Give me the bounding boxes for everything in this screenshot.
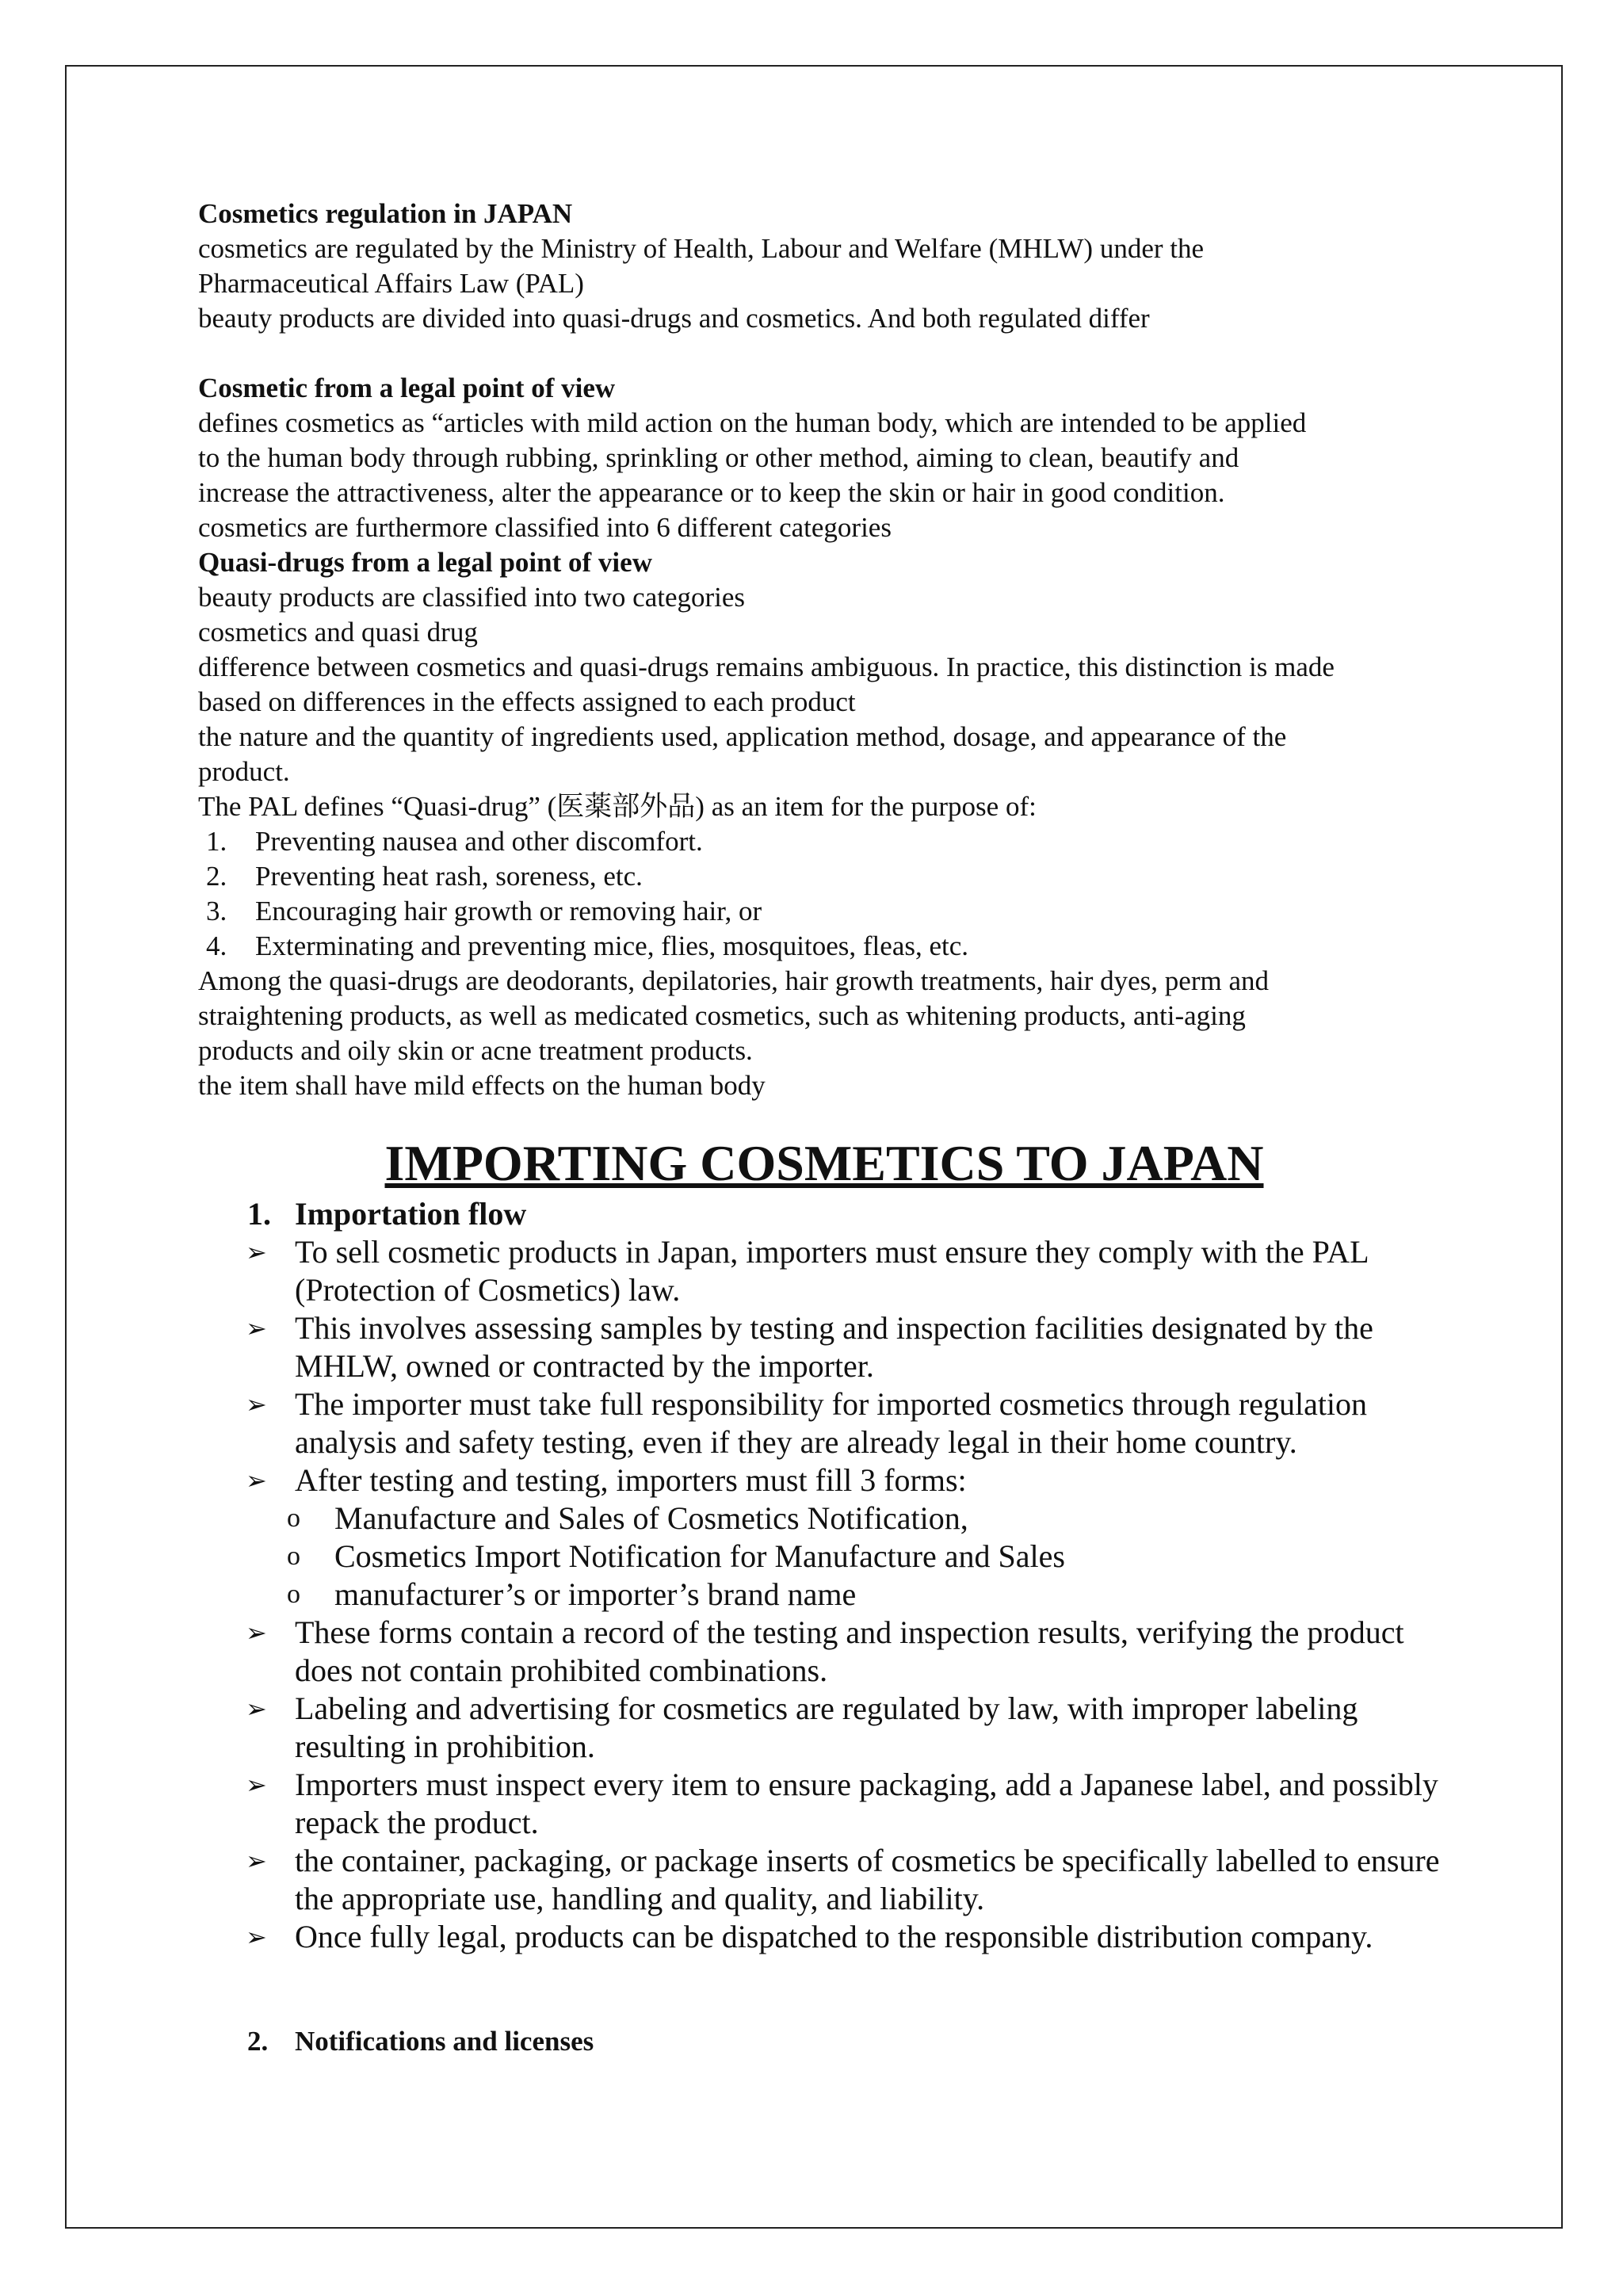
list-number: 1.: [206, 826, 227, 857]
purpose-list: [198, 824, 1450, 964]
regulation-section: [198, 197, 1450, 1103]
bullet-item: [198, 1842, 1450, 1918]
circle-bullet-icon: o: [287, 1580, 300, 1609]
arrow-bullet-icon: ➢: [246, 1694, 267, 1723]
text-line: cosmetics are regulated by the Ministry of Health, Labour and Welfare (MHLW) under the: [198, 233, 1205, 264]
list-item-text: Preventing heat rash, soreness, etc.: [255, 861, 643, 892]
bullet-text: Labeling and advertising for cosmetics are regulated by law, with improper labeling resulting in prohibition.: [295, 1690, 1358, 1764]
text-line: cosmetics are furthermore classified into 6 different categories: [198, 512, 892, 543]
regulation-heading: Cosmetics regulation in JAPAN: [198, 198, 573, 229]
arrow-bullet-icon: ➢: [246, 1314, 267, 1343]
bullet-text: Once fully legal, products can be dispatched to the responsible distribution company.: [295, 1919, 1373, 1954]
arrow-bullet-icon: ➢: [246, 1618, 267, 1647]
arrow-bullet-icon: ➢: [246, 1390, 267, 1419]
bullet-item: [198, 1233, 1450, 1309]
text-line: the nature and the quantity of ingredients used, application method, dosage, and appearance of the: [198, 721, 1287, 752]
document-body: [198, 197, 1450, 2059]
list-item: [198, 824, 1450, 859]
arrow-bullet-icon: ➢: [246, 1847, 267, 1875]
bullet-text: To sell cosmetic products in Japan, importers must ensure they comply with the PAL (Protection of Cosmetics) law.: [295, 1234, 1369, 1308]
list-item-text: Encouraging hair growth or removing hair, or: [255, 896, 762, 926]
notifications-heading: [198, 2024, 1450, 2059]
importation-flow-heading: [198, 1195, 1450, 1233]
sub-bullet-item: [198, 1499, 1450, 1538]
importation-flow-section: [198, 1195, 1450, 1956]
bullet-text: This involves assessing samples by testing and inspection facilities designated by the MHLW, owned or contracted by the importer.: [295, 1310, 1373, 1384]
bullet-text: the container, packaging, or package inserts of cosmetics be specifically labelled to ensure the appropriate use, handling and quality, and liability.: [295, 1843, 1440, 1916]
importing-title: IMPORTING COSMETICS TO JAPAN: [384, 1135, 1264, 1191]
text-line: straightening products, as well as medicated cosmetics, such as whitening products, anti-aging: [198, 1000, 1246, 1031]
bullet-item: [198, 1690, 1450, 1766]
bullet-item: [198, 1385, 1450, 1461]
text-line: to the human body through rubbing, sprinkling or other method, aiming to clean, beautify and: [198, 442, 1239, 473]
list-item-text: Preventing nausea and other discomfort.: [255, 826, 703, 857]
arrow-bullet-icon: ➢: [246, 1923, 267, 1951]
bullet-item: [198, 1918, 1450, 1956]
arrow-bullet-icon: ➢: [246, 1771, 267, 1799]
bullet-text: Importers must inspect every item to ensure packaging, add a Japanese label, and possibly repack the product.: [295, 1767, 1438, 1840]
bullet-item: [198, 1766, 1450, 1842]
text-line: increase the attractiveness, alter the appearance or to keep the skin or hair in good condition.: [198, 477, 1225, 508]
list-number: 3.: [206, 896, 227, 926]
text-line: beauty products are classified into two categories: [198, 582, 746, 613]
section-number: 1.: [247, 1196, 271, 1232]
sub-bullet-text: manufacturer’s or importer’s brand name: [334, 1576, 857, 1612]
circle-bullet-icon: o: [287, 1503, 300, 1533]
arrow-bullet-icon: ➢: [246, 1238, 267, 1266]
list-number: 4.: [206, 930, 227, 961]
sub-bullet-item: [198, 1538, 1450, 1576]
sub-bullet-text: Manufacture and Sales of Cosmetics Notification,: [334, 1500, 968, 1536]
sub-bullet-text: Cosmetics Import Notification for Manufacture and Sales: [334, 1538, 1065, 1574]
circle-bullet-icon: o: [287, 1541, 300, 1571]
list-item: [198, 929, 1450, 964]
list-item-text: Exterminating and preventing mice, flies, mosquitoes, fleas, etc.: [255, 930, 969, 961]
bullet-item: [198, 1461, 1450, 1499]
text-line: beauty products are divided into quasi-drugs and cosmetics. And both regulated differ: [198, 303, 1150, 334]
text-line: Among the quasi-drugs are deodorants, depilatories, hair growth treatments, hair dyes, perm and: [198, 965, 1270, 996]
bullet-item: [198, 1309, 1450, 1385]
text-line: The PAL defines “Quasi-drug” (医薬部外品) as an item for the purpose of:: [198, 791, 1037, 822]
arrow-bullet-icon: ➢: [246, 1466, 267, 1495]
section-number: 2.: [247, 2026, 269, 2057]
text-line: product.: [198, 756, 290, 787]
cosmetic-legal-heading: Cosmetic from a legal point of view: [198, 372, 616, 403]
section-heading-text: Importation flow: [295, 1196, 527, 1232]
text-line: Pharmaceutical Affairs Law (PAL): [198, 268, 584, 299]
bullet-text: These forms contain a record of the testing and inspection results, verifying the product does not contain prohibited combinations.: [295, 1614, 1404, 1688]
section-heading-text: Notifications and licenses: [295, 2026, 594, 2057]
text-line: cosmetics and quasi drug: [198, 617, 478, 648]
list-number: 2.: [206, 861, 227, 892]
bullet-text: The importer must take full responsibility for imported cosmetics through regulation analysis and safety testing, even if they are already legal in their home country.: [295, 1386, 1368, 1460]
list-item: [198, 859, 1450, 894]
bullet-item: [198, 1614, 1450, 1690]
text-line: difference between cosmetics and quasi-drugs remains ambiguous. In practice, this distinction is made: [198, 651, 1335, 682]
text-line: defines cosmetics as “articles with mild action on the human body, which are intended to be applied: [198, 407, 1307, 438]
sub-bullet-item: [198, 1576, 1450, 1614]
text-line: the item shall have mild effects on the human body: [198, 1070, 766, 1101]
text-line: based on differences in the effects assigned to each product: [198, 686, 856, 717]
quasi-legal-heading: Quasi-drugs from a legal point of view: [198, 547, 652, 578]
spacer: [198, 336, 1450, 371]
text-line: products and oily skin or acne treatment products.: [198, 1035, 753, 1066]
list-item: [198, 894, 1450, 929]
bullet-text: After testing and testing, importers must fill 3 forms:: [295, 1462, 967, 1498]
